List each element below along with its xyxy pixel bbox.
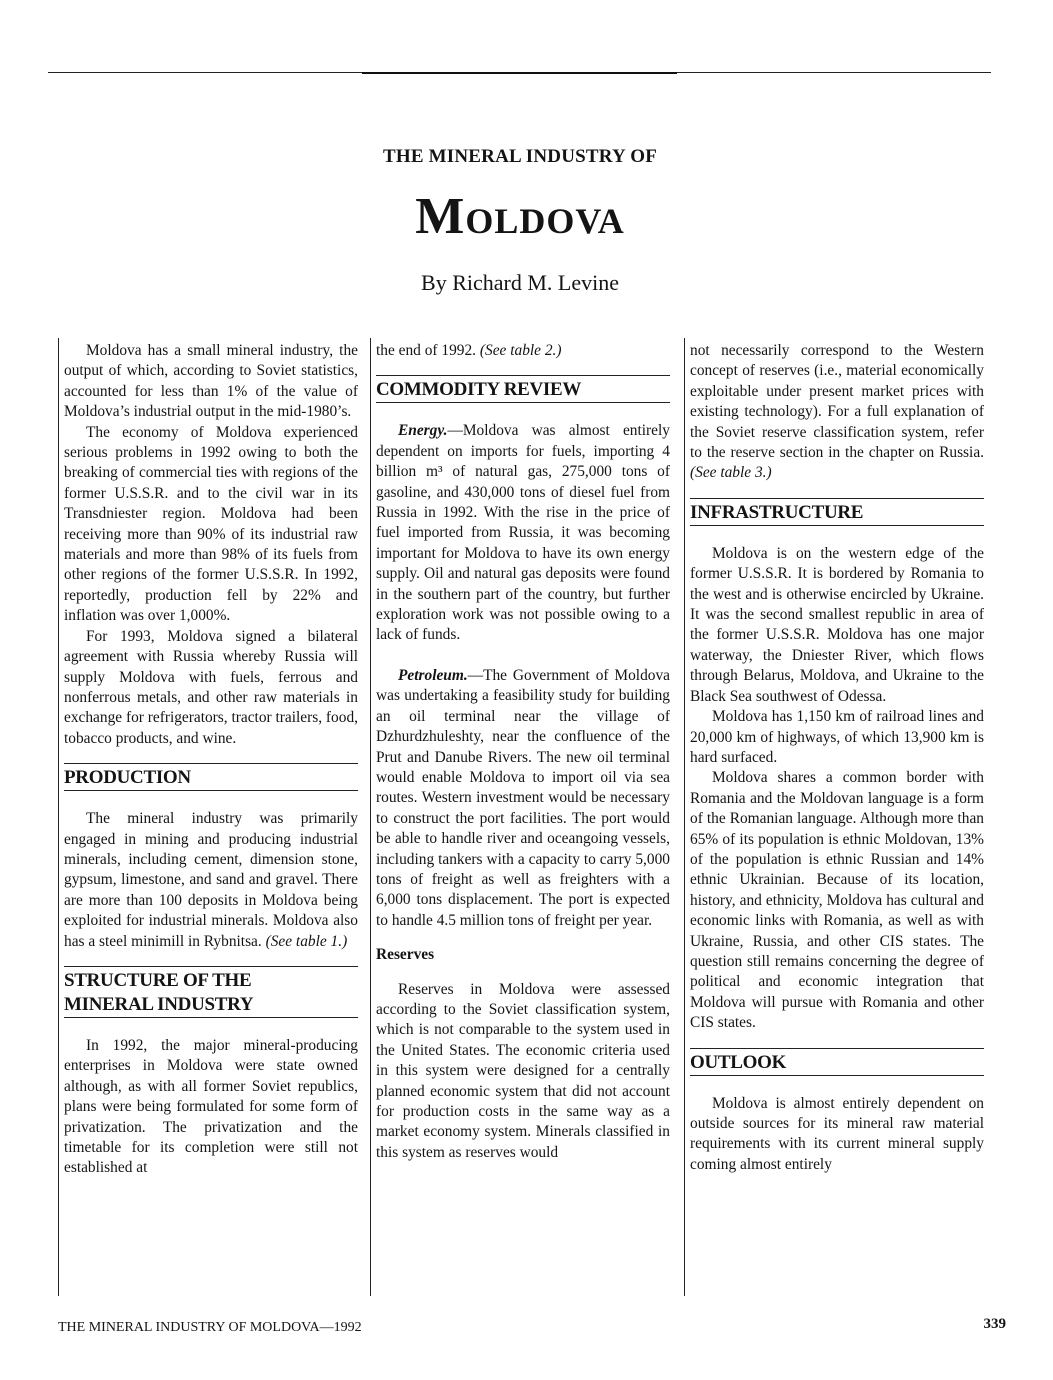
energy-paragraph xyxy=(376,421,670,645)
column-rule-3 xyxy=(684,338,685,1296)
table-2-reference: (See table 2.) xyxy=(479,342,562,359)
location-paragraph: Moldova is on the western edge of the former U.S.S.R. It is bordered by Romania to the west and is otherwise encircled by Ukraine. It was the second smallest republic in area of the former U.S.S.R. Moldova has one major waterway, the Dniester River, which flows through Belarus, Moldova, and Ukraine to the Black Sea southwest of Odessa. xyxy=(690,544,984,705)
intro-paragraph: Moldova has a small mineral industry, the output of which, according to Soviet statistics, accounted for less than 1% of the value of Moldova’s industrial output in the mid-1980’s. xyxy=(64,342,358,421)
column-1 xyxy=(64,341,358,1179)
reserves-paragraph: Reserves in Moldova were assessed according to the Soviet classification system, which is not comparable to the system used in the United States. The economic criteria used in this system were designed for a centrally planned economic system that did not account for production costs in the same way as a market economy system. Minerals classified in this system as reserves would xyxy=(376,980,670,1161)
economy-paragraph: The economy of Moldova experienced serious problems in 1992 owing to both the breaking of commercial ties with regions of the former U.S.S.R. and to the civil war in its Transdniester region. Moldova had been receiving more than 90% of its industrial raw materials and more than 98% of its fuels from other regions of the former U.S.S.R. In 1992, reportedly, production fell by 22% and inflation was over 1,000%. xyxy=(64,423,358,625)
section-heading-outlook xyxy=(690,1048,984,1076)
column-rule-1 xyxy=(58,338,59,1296)
author-byline: By Richard M. Levine xyxy=(421,270,619,295)
subheading-reserves: Reserves xyxy=(376,946,435,964)
energy-lead-in: Energy. xyxy=(398,422,448,440)
continued-paragraph xyxy=(376,341,670,361)
transport-paragraph: Moldova has 1,150 km of railroad lines and 20,000 km of highways, of which 13,900 km is hard surfaced. xyxy=(690,708,984,766)
page-number: 339 xyxy=(983,1316,1006,1332)
energy-text: —Moldova was almost entirely dependent on imports for fuels, importing 4 billion m³ of natural gas, 275,000 tons of gasoline, and 430,000 tons of diesel fuel from Russia in 1992. With the rise in the price of fuel imported from Russia, it was becoming important for Moldova to have its own energy supply. Oil and natural gas deposits were found in the southern part of the country, but further exploration work was not possible owing to a lack of funds. xyxy=(376,422,670,644)
population-paragraph: Moldova shares a common border with Romania and the Moldovan language is a form of the Romanian language. Although more than 65% of its population is ethnic Moldovan, 13% of the population is ethnic Russian and 14% ethnic Ukrainian. Because of its location, history, and ethnicity, Moldova has cultural and economic links with Romania, as well as with Ukraine, Russia, and other CIS states. The question still remains concerning the degree of political and economic integration that Moldova will pursue with Romania and other CIS states. xyxy=(690,769,984,1032)
section-heading-structure xyxy=(64,966,358,1018)
production-text: The mineral industry was primarily engaged in mining and producing industrial minerals, including cement, dimension stone, gypsum, limestone, and sand and gravel. There are more than 100 deposits in Moldova being exploited for industrial minerals. Moldova also has a steel minimill in Rybnitsa. xyxy=(64,810,358,950)
running-footer: THE MINERAL INDUSTRY OF MOLDOVA—1992 xyxy=(58,1320,362,1335)
agreement-paragraph: For 1993, Moldova signed a bilateral agreement with Russia whereby Russia will supply Moldova with fuels, ferrous and nonferrous metals, and other raw materials in exchange for refrigerators, tractor trailers, food, tobacco products, and wine. xyxy=(64,627,358,747)
petroleum-text: —The Government of Moldova was undertaking a feasibility study for building an oil terminal near the village of Dzhurdzhuleshty, near the confluence of the Prut and Danube Rivers. The new oil terminal would enable Moldova to import oil via sea routes. Western investment would be necessary to construct the port facilities. The port would be able to handle river and oceangoing vessels, including tankers with a capacity to carry 5,000 tons of freight as well as freighters with a 6,000 tons displacement. The port is expected to handle 4.5 million tons of freight per year. xyxy=(376,666,670,929)
structure-paragraph: In 1992, the major mineral-producing enterprises in Moldova were state owned although, as with all former Soviet republics, plans were being formulated for some form of privatization. The privatization and the timetable for its completion were still not established at xyxy=(64,1036,358,1177)
table-1-reference: (See table 1.) xyxy=(265,932,348,950)
section-heading-text: OUTLOOK xyxy=(690,1051,787,1073)
section-heading-text: INFRASTRUCTURE xyxy=(690,501,864,523)
petroleum-lead-in: Petroleum. xyxy=(398,666,468,684)
continued-text: not necessarily correspond to the Western concept of reserves (i.e., material economically exploitable under present market prices with existing technology). For a full explanation of the Soviet reserve classification system, refer to the reserve section in the chapter on Russia. xyxy=(690,342,984,462)
page-title: Moldova xyxy=(415,188,625,245)
chapter-kicker: THE MINERAL INDUSTRY OF xyxy=(382,146,657,167)
section-heading-text-line-2: MINERAL INDUSTRY xyxy=(64,993,254,1015)
section-heading-infrastructure xyxy=(690,498,984,526)
continued-paragraph xyxy=(690,341,984,484)
column-2 xyxy=(376,341,670,1163)
column-rule-2 xyxy=(370,338,371,1296)
outlook-paragraph: Moldova is almost entirely dependent on outside sources for its mineral raw material requirements with its current mineral supply coming almost entirely xyxy=(690,1094,984,1173)
section-heading-text: COMMODITY REVIEW xyxy=(376,379,582,401)
table-3-reference: (See table 3.) xyxy=(690,464,772,482)
top-rule-accent xyxy=(362,72,677,74)
column-3 xyxy=(690,341,984,1175)
section-heading-text: PRODUCTION xyxy=(64,767,191,789)
production-paragraph xyxy=(64,809,358,952)
section-heading-production xyxy=(64,763,358,791)
petroleum-paragraph xyxy=(376,666,670,931)
continued-text: the end of 1992. xyxy=(376,342,477,359)
section-heading-commodity-review xyxy=(376,375,670,403)
section-heading-text-line-1: STRUCTURE OF THE xyxy=(64,969,252,991)
